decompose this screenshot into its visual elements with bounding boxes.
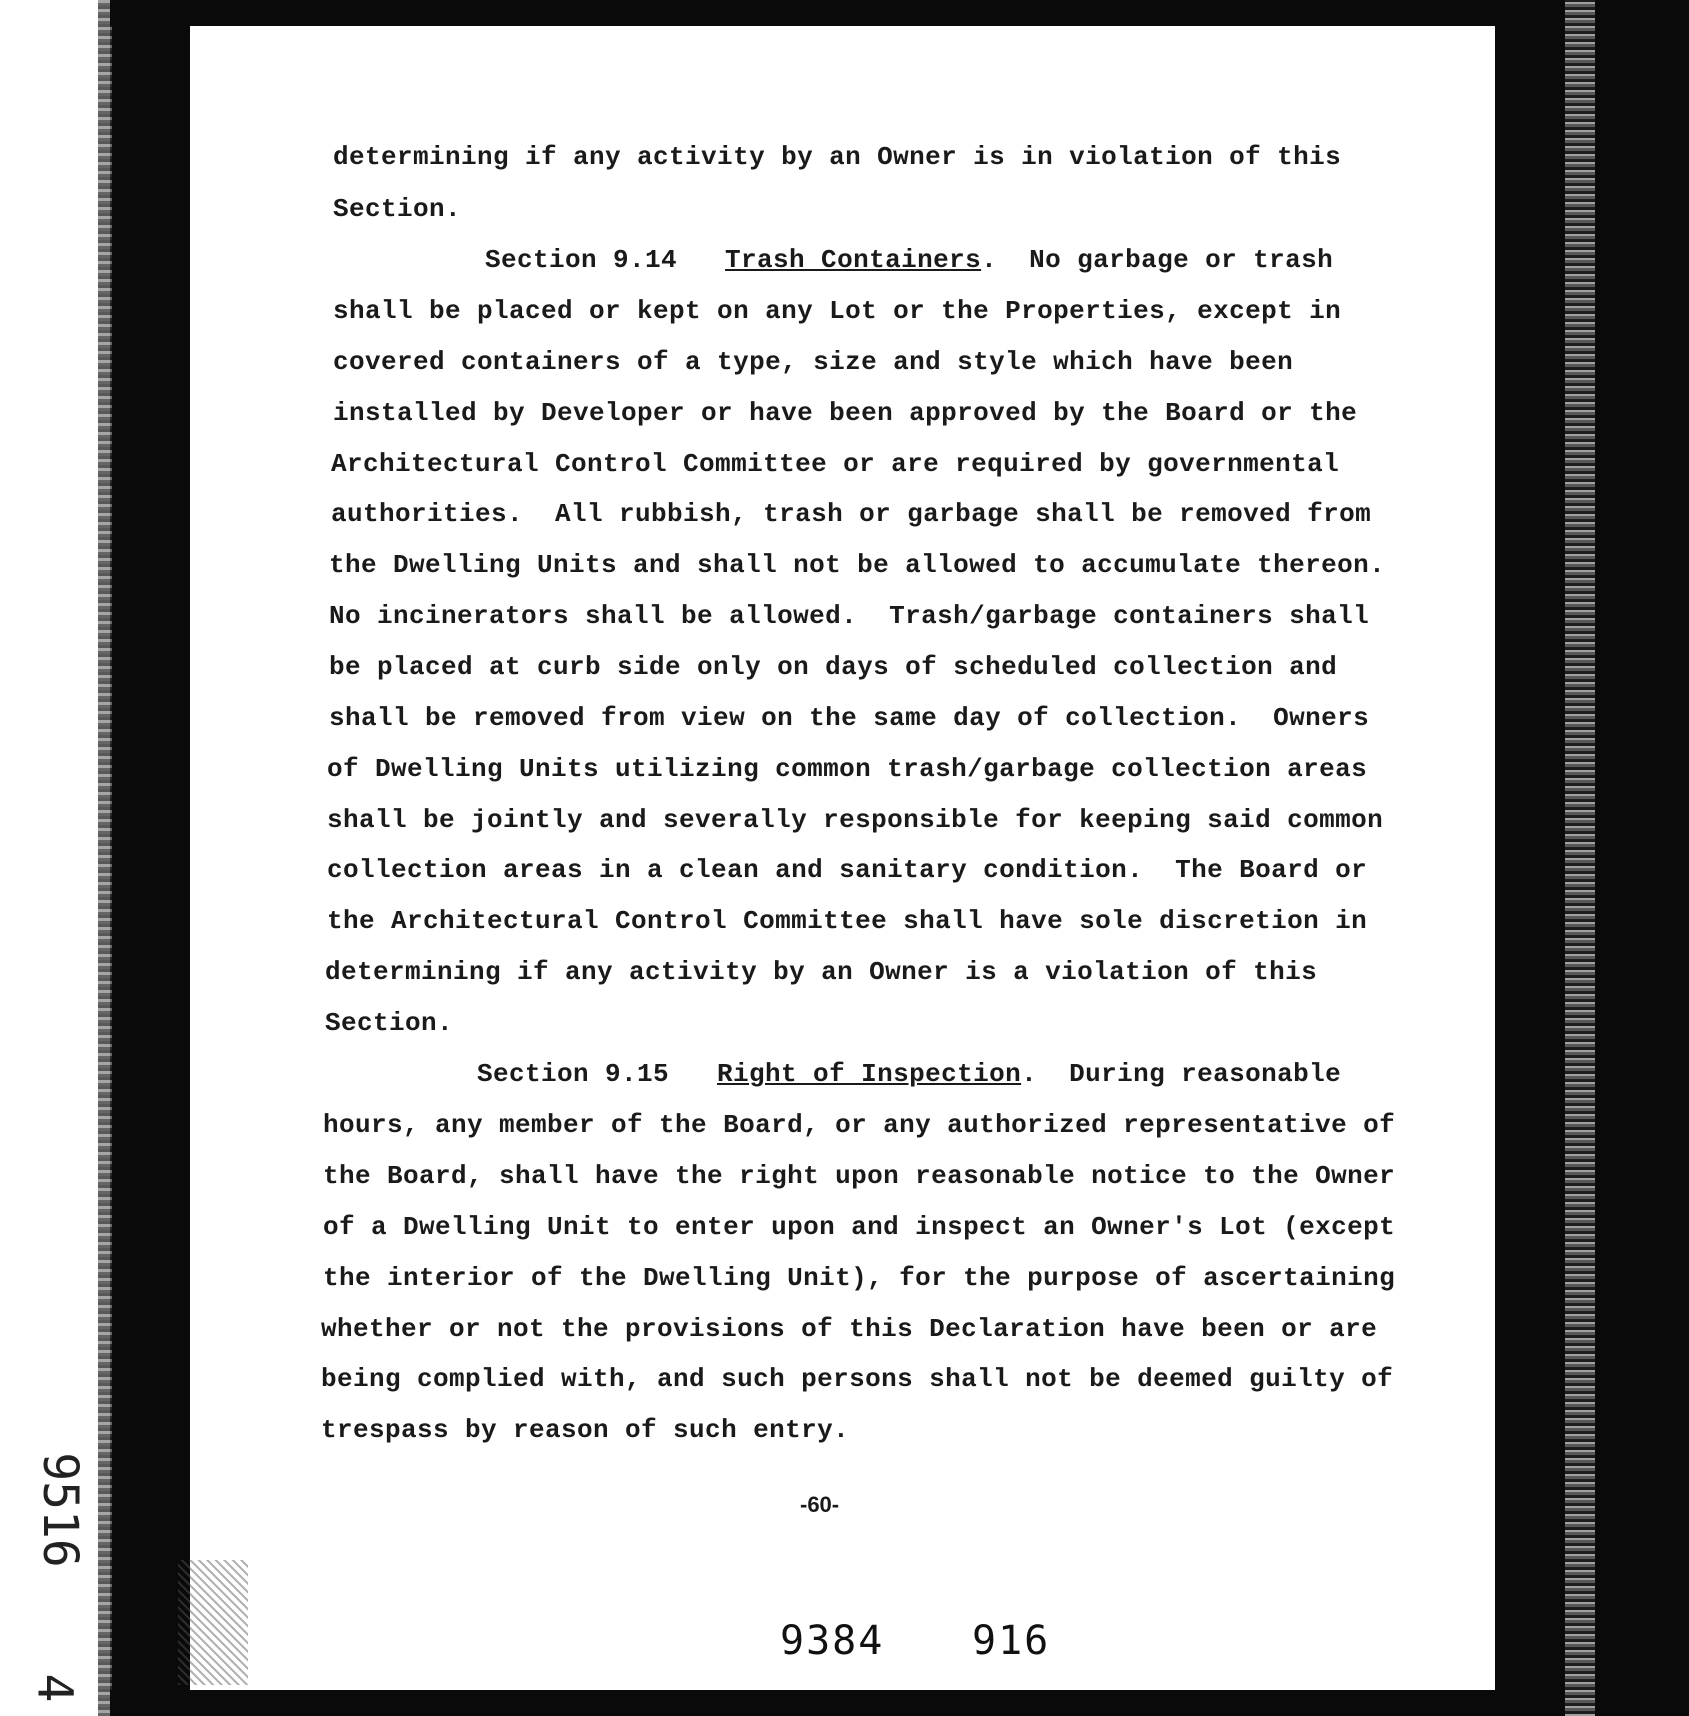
section-9-14-heading (485, 243, 1333, 277)
section-9-14-title: Trash Containers (725, 245, 982, 275)
section-9-15-lead: . During reasonable (1021, 1059, 1342, 1089)
text-line-11: shall be removed from view on the same day of collection. Owners (329, 703, 1370, 733)
page-number: -60- (800, 1492, 840, 1517)
text-line-23: being complied with, and such persons shall not be deemed guilty of (321, 1364, 1394, 1394)
text-line-1: determining if any activity by an Owner is in violation of this (333, 142, 1342, 172)
section-9-15-heading (477, 1057, 1341, 1091)
text-line-7: authorities. All rubbish, trash or garbage shall be removed from (331, 499, 1372, 529)
scan-border-bottom (110, 1690, 1510, 1716)
text-line-21: the interior of the Dwelling Unit), for the purpose of ascertaining (323, 1263, 1396, 1293)
scan-noise-right (1565, 0, 1595, 1716)
text-line-3: shall be placed or kept on any Lot or the Properties, except in (333, 296, 1342, 326)
text-line-18: hours, any member of the Board, or any authorized representative of (323, 1110, 1396, 1140)
text-line-4: covered containers of a type, size and style which have been (333, 347, 1294, 377)
text-line-8: the Dwelling Units and shall not be allowed to accumulate thereon. (329, 550, 1386, 580)
text-line-24: trespass by reason of such entry. (321, 1415, 850, 1445)
section-9-15-number: Section 9.15 (477, 1059, 670, 1089)
side-stamp-number: 9516 (32, 1452, 88, 1568)
stamp-page-number: 916 (972, 1618, 1051, 1664)
text-line-12: of Dwelling Units utilizing common trash/garbage collection areas (327, 754, 1368, 784)
text-line-5: installed by Developer or have been approved by the Board or the (333, 398, 1358, 428)
side-stamp-number-2: 4 (26, 1673, 83, 1703)
text-line-6: Architectural Control Committee or are required by governmental (331, 449, 1340, 479)
text-line-15: the Architectural Control Committee shall have sole discretion in (327, 906, 1368, 936)
section-9-14-number: Section 9.14 (485, 245, 678, 275)
text-line-17: Section. (325, 1008, 454, 1038)
section-9-14-lead: . No garbage or trash (981, 245, 1334, 275)
text-line-19: the Board, shall have the right upon reasonable notice to the Owner (323, 1161, 1396, 1191)
scan-speckle (178, 1560, 248, 1685)
stamp-book-number: 9384 (780, 1618, 885, 1664)
text-line-10: be placed at curb side only on days of scheduled collection and (329, 652, 1338, 682)
scan-border-top (110, 0, 1510, 26)
scan-noise-left (98, 0, 112, 1716)
text-line-22: whether or not the provisions of this Declaration have been or are (321, 1314, 1378, 1344)
text-line-14: collection areas in a clean and sanitary condition. The Board or (327, 855, 1368, 885)
section-9-15-title: Right of Inspection (717, 1059, 1022, 1089)
text-line-2: Section. (333, 194, 462, 224)
text-line-9: No incinerators shall be allowed. Trash/garbage containers shall (329, 601, 1370, 631)
scan-border-left (110, 0, 190, 1716)
text-line-20: of a Dwelling Unit to enter upon and inspect an Owner's Lot (except (323, 1212, 1396, 1242)
text-line-16: determining if any activity by an Owner is a violation of this (325, 957, 1318, 987)
text-line-13: shall be jointly and severally responsible for keeping said common (327, 805, 1384, 835)
